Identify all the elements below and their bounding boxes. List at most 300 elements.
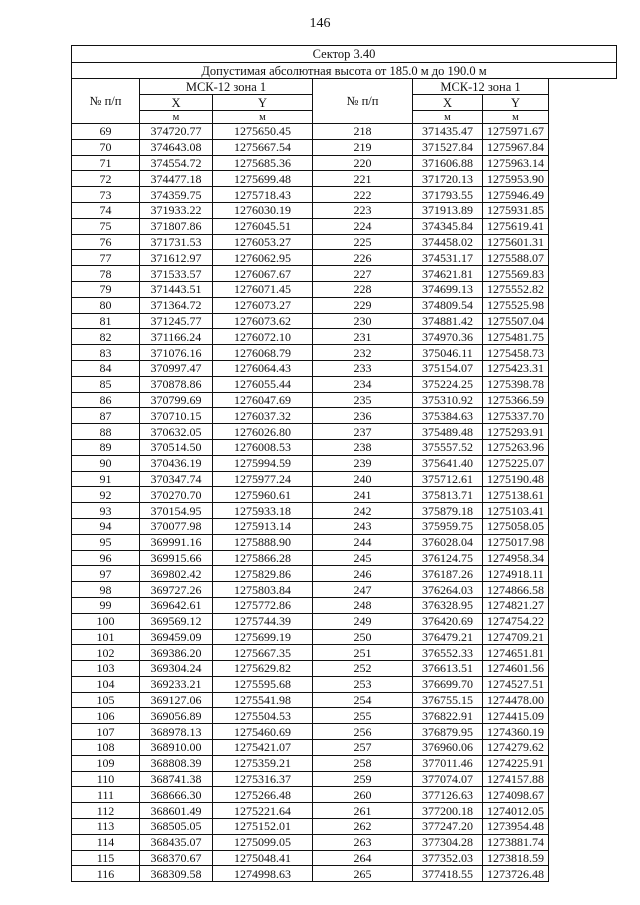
point-number-left: 70 bbox=[72, 139, 140, 155]
coord-x-left: 374359.75 bbox=[140, 187, 213, 203]
coord-y-left: 1276045.51 bbox=[213, 218, 313, 234]
coord-x-right: 371793.55 bbox=[413, 187, 483, 203]
coord-y-left: 1275744.39 bbox=[213, 613, 313, 629]
coord-y-left: 1276030.19 bbox=[213, 202, 313, 218]
coord-y-right: 1273954.48 bbox=[483, 819, 549, 835]
coord-x-right: 376552.33 bbox=[413, 645, 483, 661]
coord-y-right: 1274225.91 bbox=[483, 755, 549, 771]
coord-y-left: 1275266.48 bbox=[213, 787, 313, 803]
point-number-right: 219 bbox=[313, 139, 413, 155]
coord-x-right: 374621.81 bbox=[413, 266, 483, 282]
table-row bbox=[72, 661, 617, 677]
coord-x-left: 369233.21 bbox=[140, 676, 213, 692]
point-number-left: 85 bbox=[72, 376, 140, 392]
coord-y-right: 1275458.73 bbox=[483, 345, 549, 361]
coord-y-left: 1276062.95 bbox=[213, 250, 313, 266]
coord-x-right: 377126.63 bbox=[413, 787, 483, 803]
coord-x-left: 371076.16 bbox=[140, 345, 213, 361]
coord-y-left: 1276008.53 bbox=[213, 439, 313, 455]
table-row bbox=[72, 202, 617, 218]
coord-x-right: 377304.28 bbox=[413, 834, 483, 850]
coord-x-right: 371527.84 bbox=[413, 139, 483, 155]
coord-x-left: 369569.12 bbox=[140, 613, 213, 629]
point-number-right: 252 bbox=[313, 661, 413, 677]
coord-x-right: 375310.92 bbox=[413, 392, 483, 408]
coord-y-right: 1275971.67 bbox=[483, 124, 549, 140]
coord-y-right: 1275225.07 bbox=[483, 455, 549, 471]
table-row bbox=[72, 819, 617, 835]
coord-x-right: 374699.13 bbox=[413, 281, 483, 297]
table-row bbox=[72, 487, 617, 503]
table-row bbox=[72, 755, 617, 771]
point-number-left: 116 bbox=[72, 866, 140, 882]
point-number-right: 244 bbox=[313, 534, 413, 550]
point-number-left: 103 bbox=[72, 661, 140, 677]
point-number-left: 108 bbox=[72, 740, 140, 756]
point-number-left: 93 bbox=[72, 503, 140, 519]
point-number-right: 261 bbox=[313, 803, 413, 819]
coord-x-left: 369802.42 bbox=[140, 566, 213, 582]
point-number-left: 77 bbox=[72, 250, 140, 266]
point-number-right: 240 bbox=[313, 471, 413, 487]
column-header-y-right: Y bbox=[483, 95, 549, 111]
page-number: 146 bbox=[309, 16, 331, 31]
coord-x-right: 375384.63 bbox=[413, 408, 483, 424]
coord-y-right: 1275058.05 bbox=[483, 518, 549, 534]
point-number-right: 257 bbox=[313, 740, 413, 756]
point-number-left: 104 bbox=[72, 676, 140, 692]
column-header-x-left: X bbox=[140, 95, 213, 111]
point-number-right: 265 bbox=[313, 866, 413, 882]
point-number-left: 110 bbox=[72, 771, 140, 787]
coord-y-right: 1274478.00 bbox=[483, 692, 549, 708]
coord-y-left: 1275803.84 bbox=[213, 582, 313, 598]
coord-x-left: 371533.57 bbox=[140, 266, 213, 282]
coord-x-right: 376699.70 bbox=[413, 676, 483, 692]
point-number-left: 109 bbox=[72, 755, 140, 771]
coord-y-right: 1274601.56 bbox=[483, 661, 549, 677]
point-number-right: 253 bbox=[313, 676, 413, 692]
table-row bbox=[72, 424, 617, 440]
point-number-right: 254 bbox=[313, 692, 413, 708]
coord-x-left: 371612.97 bbox=[140, 250, 213, 266]
coord-y-left: 1275595.68 bbox=[213, 676, 313, 692]
point-number-right: 229 bbox=[313, 297, 413, 313]
coord-y-left: 1276055.44 bbox=[213, 376, 313, 392]
point-number-left: 101 bbox=[72, 629, 140, 645]
coord-x-left: 369915.66 bbox=[140, 550, 213, 566]
coord-x-right: 374345.84 bbox=[413, 218, 483, 234]
coord-x-right: 375224.25 bbox=[413, 376, 483, 392]
point-number-left: 86 bbox=[72, 392, 140, 408]
sector-title: Сектор 3.40 bbox=[72, 46, 617, 63]
coord-y-left: 1274998.63 bbox=[213, 866, 313, 882]
coord-y-right: 1275507.04 bbox=[483, 313, 549, 329]
table-row bbox=[72, 692, 617, 708]
point-number-right: 251 bbox=[313, 645, 413, 661]
table-row bbox=[72, 676, 617, 692]
table-row bbox=[72, 376, 617, 392]
point-number-right: 249 bbox=[313, 613, 413, 629]
point-number-right: 238 bbox=[313, 439, 413, 455]
point-number-right: 224 bbox=[313, 218, 413, 234]
point-number-left: 105 bbox=[72, 692, 140, 708]
point-number-left: 94 bbox=[72, 518, 140, 534]
coord-x-left: 371731.53 bbox=[140, 234, 213, 250]
coord-y-left: 1275667.35 bbox=[213, 645, 313, 661]
coord-y-left: 1275913.14 bbox=[213, 518, 313, 534]
coord-y-left: 1276037.32 bbox=[213, 408, 313, 424]
table-row bbox=[72, 629, 617, 645]
point-number-left: 112 bbox=[72, 803, 140, 819]
point-number-left: 72 bbox=[72, 171, 140, 187]
coord-x-right: 371913.89 bbox=[413, 202, 483, 218]
coord-y-right: 1274157.88 bbox=[483, 771, 549, 787]
table-row bbox=[72, 139, 617, 155]
coord-y-right: 1273818.59 bbox=[483, 850, 549, 866]
table-row bbox=[72, 740, 617, 756]
coord-x-right: 375959.75 bbox=[413, 518, 483, 534]
coord-y-right: 1274918.11 bbox=[483, 566, 549, 582]
table-row bbox=[72, 250, 617, 266]
coord-y-left: 1276053.27 bbox=[213, 234, 313, 250]
point-number-right: 227 bbox=[313, 266, 413, 282]
coord-x-left: 368978.13 bbox=[140, 724, 213, 740]
point-number-left: 98 bbox=[72, 582, 140, 598]
point-number-left: 90 bbox=[72, 455, 140, 471]
point-number-left: 96 bbox=[72, 550, 140, 566]
coord-y-left: 1276073.62 bbox=[213, 313, 313, 329]
coord-y-right: 1275569.83 bbox=[483, 266, 549, 282]
coord-x-left: 369056.89 bbox=[140, 708, 213, 724]
point-number-right: 247 bbox=[313, 582, 413, 598]
coord-y-right: 1275481.75 bbox=[483, 329, 549, 345]
column-header-x-right: X bbox=[413, 95, 483, 111]
coord-x-right: 375557.52 bbox=[413, 439, 483, 455]
coord-x-left: 370514.50 bbox=[140, 439, 213, 455]
point-number-right: 239 bbox=[313, 455, 413, 471]
point-number-right: 241 bbox=[313, 487, 413, 503]
coord-y-left: 1275718.43 bbox=[213, 187, 313, 203]
coord-x-right: 371435.47 bbox=[413, 124, 483, 140]
table-row bbox=[72, 866, 617, 882]
coord-y-right: 1274709.21 bbox=[483, 629, 549, 645]
coord-x-left: 371807.86 bbox=[140, 218, 213, 234]
coord-y-left: 1275977.24 bbox=[213, 471, 313, 487]
coord-y-left: 1275421.07 bbox=[213, 740, 313, 756]
coord-x-left: 371443.51 bbox=[140, 281, 213, 297]
coord-y-right: 1274958.34 bbox=[483, 550, 549, 566]
coord-x-left: 368370.67 bbox=[140, 850, 213, 866]
coord-y-left: 1276071.45 bbox=[213, 281, 313, 297]
coord-x-right: 375641.40 bbox=[413, 455, 483, 471]
point-number-right: 259 bbox=[313, 771, 413, 787]
coord-y-left: 1275667.54 bbox=[213, 139, 313, 155]
coord-y-left: 1276047.69 bbox=[213, 392, 313, 408]
point-number-left: 82 bbox=[72, 329, 140, 345]
point-number-right: 243 bbox=[313, 518, 413, 534]
coord-x-left: 368808.39 bbox=[140, 755, 213, 771]
coord-x-left: 370632.05 bbox=[140, 424, 213, 440]
point-number-right: 220 bbox=[313, 155, 413, 171]
coord-x-left: 368741.38 bbox=[140, 771, 213, 787]
point-number-left: 106 bbox=[72, 708, 140, 724]
table-row bbox=[72, 360, 617, 376]
coord-x-left: 369127.06 bbox=[140, 692, 213, 708]
table-row bbox=[72, 771, 617, 787]
point-number-left: 84 bbox=[72, 360, 140, 376]
coord-x-left: 369642.61 bbox=[140, 597, 213, 613]
coord-y-right: 1274754.22 bbox=[483, 613, 549, 629]
coord-y-left: 1275866.28 bbox=[213, 550, 313, 566]
point-number-left: 99 bbox=[72, 597, 140, 613]
coord-y-right: 1274866.58 bbox=[483, 582, 549, 598]
table-row bbox=[72, 645, 617, 661]
coord-x-right: 376879.95 bbox=[413, 724, 483, 740]
point-number-right: 260 bbox=[313, 787, 413, 803]
point-number-left: 69 bbox=[72, 124, 140, 140]
coord-y-right: 1274360.19 bbox=[483, 724, 549, 740]
coord-y-left: 1276026.80 bbox=[213, 424, 313, 440]
point-number-right: 246 bbox=[313, 566, 413, 582]
point-number-left: 100 bbox=[72, 613, 140, 629]
table-row bbox=[72, 834, 617, 850]
point-number-left: 87 bbox=[72, 408, 140, 424]
coord-x-right: 375489.48 bbox=[413, 424, 483, 440]
coord-y-right: 1275946.49 bbox=[483, 187, 549, 203]
point-number-right: 235 bbox=[313, 392, 413, 408]
coord-x-left: 374720.77 bbox=[140, 124, 213, 140]
coord-y-right: 1275931.85 bbox=[483, 202, 549, 218]
coord-x-left: 369991.16 bbox=[140, 534, 213, 550]
coord-x-left: 374643.08 bbox=[140, 139, 213, 155]
coord-y-left: 1276073.27 bbox=[213, 297, 313, 313]
coord-x-left: 371364.72 bbox=[140, 297, 213, 313]
point-number-right: 248 bbox=[313, 597, 413, 613]
point-number-left: 83 bbox=[72, 345, 140, 361]
coord-x-right: 375879.18 bbox=[413, 503, 483, 519]
coord-y-right: 1275423.31 bbox=[483, 360, 549, 376]
coord-x-left: 368601.49 bbox=[140, 803, 213, 819]
coord-x-right: 371606.88 bbox=[413, 155, 483, 171]
coord-y-right: 1273881.74 bbox=[483, 834, 549, 850]
zone-header-right: МСК-12 зона 1 bbox=[413, 79, 549, 95]
point-number-right: 242 bbox=[313, 503, 413, 519]
table-row bbox=[72, 566, 617, 582]
table-row bbox=[72, 345, 617, 361]
point-number-left: 97 bbox=[72, 566, 140, 582]
point-number-right: 234 bbox=[313, 376, 413, 392]
coord-x-left: 368505.05 bbox=[140, 819, 213, 835]
coord-x-left: 368910.00 bbox=[140, 740, 213, 756]
coord-y-left: 1275699.48 bbox=[213, 171, 313, 187]
table-row bbox=[72, 471, 617, 487]
coord-x-right: 377418.55 bbox=[413, 866, 483, 882]
table-body bbox=[72, 124, 617, 882]
coord-y-left: 1275829.86 bbox=[213, 566, 313, 582]
table-row bbox=[72, 297, 617, 313]
point-number-right: 264 bbox=[313, 850, 413, 866]
point-number-right: 221 bbox=[313, 171, 413, 187]
coord-x-left: 369386.20 bbox=[140, 645, 213, 661]
coord-y-left: 1276068.79 bbox=[213, 345, 313, 361]
point-number-left: 114 bbox=[72, 834, 140, 850]
point-number-right: 218 bbox=[313, 124, 413, 140]
point-number-left: 102 bbox=[72, 645, 140, 661]
point-number-right: 263 bbox=[313, 834, 413, 850]
point-number-right: 222 bbox=[313, 187, 413, 203]
coord-y-right: 1275337.70 bbox=[483, 408, 549, 424]
coord-y-left: 1275772.86 bbox=[213, 597, 313, 613]
coord-x-right: 377200.18 bbox=[413, 803, 483, 819]
coord-y-left: 1275541.98 bbox=[213, 692, 313, 708]
table-row bbox=[72, 503, 617, 519]
point-number-left: 78 bbox=[72, 266, 140, 282]
table-row bbox=[72, 597, 617, 613]
coord-y-right: 1275525.98 bbox=[483, 297, 549, 313]
coord-y-right: 1275967.84 bbox=[483, 139, 549, 155]
coord-x-left: 374477.18 bbox=[140, 171, 213, 187]
point-number-right: 237 bbox=[313, 424, 413, 440]
coord-x-left: 369459.09 bbox=[140, 629, 213, 645]
table-row bbox=[72, 171, 617, 187]
table-row bbox=[72, 155, 617, 171]
coord-x-left: 370347.74 bbox=[140, 471, 213, 487]
point-number-left: 92 bbox=[72, 487, 140, 503]
table-row bbox=[72, 550, 617, 566]
point-number-right: 236 bbox=[313, 408, 413, 424]
height-title: Допустимая абсолютная высота от 185.0 м до 190.0 м bbox=[72, 63, 617, 79]
point-number-right: 230 bbox=[313, 313, 413, 329]
coord-x-right: 376328.95 bbox=[413, 597, 483, 613]
coord-x-left: 369727.26 bbox=[140, 582, 213, 598]
coord-x-left: 371933.22 bbox=[140, 202, 213, 218]
point-number-left: 113 bbox=[72, 819, 140, 835]
coord-x-left: 369304.24 bbox=[140, 661, 213, 677]
point-number-right: 223 bbox=[313, 202, 413, 218]
column-header-number-right: № п/п bbox=[313, 79, 413, 124]
point-number-left: 73 bbox=[72, 187, 140, 203]
table-row bbox=[72, 313, 617, 329]
point-number-left: 91 bbox=[72, 471, 140, 487]
point-number-right: 245 bbox=[313, 550, 413, 566]
coord-y-left: 1275099.05 bbox=[213, 834, 313, 850]
point-number-right: 225 bbox=[313, 234, 413, 250]
coord-y-right: 1274651.81 bbox=[483, 645, 549, 661]
unit-y-right: м bbox=[483, 111, 549, 124]
coord-y-right: 1275398.78 bbox=[483, 376, 549, 392]
coord-x-right: 375154.07 bbox=[413, 360, 483, 376]
coord-y-right: 1274098.67 bbox=[483, 787, 549, 803]
coord-x-right: 376264.03 bbox=[413, 582, 483, 598]
table-row bbox=[72, 582, 617, 598]
coord-y-right: 1275588.07 bbox=[483, 250, 549, 266]
coord-y-right: 1275366.59 bbox=[483, 392, 549, 408]
coord-x-left: 370077.98 bbox=[140, 518, 213, 534]
coord-y-left: 1275221.64 bbox=[213, 803, 313, 819]
coord-y-right: 1274527.51 bbox=[483, 676, 549, 692]
coord-y-left: 1275994.59 bbox=[213, 455, 313, 471]
zone-header-left: МСК-12 зона 1 bbox=[140, 79, 313, 95]
point-number-left: 111 bbox=[72, 787, 140, 803]
point-number-right: 233 bbox=[313, 360, 413, 376]
coord-y-right: 1275293.91 bbox=[483, 424, 549, 440]
coord-y-left: 1275685.36 bbox=[213, 155, 313, 171]
point-number-left: 71 bbox=[72, 155, 140, 171]
coord-y-left: 1275359.21 bbox=[213, 755, 313, 771]
point-number-right: 231 bbox=[313, 329, 413, 345]
table-row bbox=[72, 234, 617, 250]
point-number-left: 88 bbox=[72, 424, 140, 440]
coord-x-right: 376479.21 bbox=[413, 629, 483, 645]
point-number-right: 258 bbox=[313, 755, 413, 771]
table-row bbox=[72, 534, 617, 550]
coord-y-right: 1275552.82 bbox=[483, 281, 549, 297]
coord-y-right: 1275190.48 bbox=[483, 471, 549, 487]
point-number-right: 256 bbox=[313, 724, 413, 740]
coord-x-left: 370710.15 bbox=[140, 408, 213, 424]
point-number-left: 80 bbox=[72, 297, 140, 313]
coord-y-right: 1275619.41 bbox=[483, 218, 549, 234]
coord-y-right: 1273726.48 bbox=[483, 866, 549, 882]
coord-y-right: 1275263.96 bbox=[483, 439, 549, 455]
point-number-left: 76 bbox=[72, 234, 140, 250]
table-row bbox=[72, 187, 617, 203]
coord-x-right: 374458.02 bbox=[413, 234, 483, 250]
point-number-left: 75 bbox=[72, 218, 140, 234]
coord-x-left: 370997.47 bbox=[140, 360, 213, 376]
coord-x-right: 376822.91 bbox=[413, 708, 483, 724]
table-row bbox=[72, 218, 617, 234]
coord-x-right: 375813.71 bbox=[413, 487, 483, 503]
coord-y-left: 1275048.41 bbox=[213, 850, 313, 866]
coord-x-left: 371245.77 bbox=[140, 313, 213, 329]
point-number-left: 79 bbox=[72, 281, 140, 297]
coord-y-right: 1274012.05 bbox=[483, 803, 549, 819]
point-number-right: 262 bbox=[313, 819, 413, 835]
coord-y-left: 1275460.69 bbox=[213, 724, 313, 740]
coord-x-right: 374531.17 bbox=[413, 250, 483, 266]
coord-x-right: 377247.20 bbox=[413, 819, 483, 835]
coord-y-right: 1275138.61 bbox=[483, 487, 549, 503]
table-row bbox=[72, 439, 617, 455]
point-number-right: 232 bbox=[313, 345, 413, 361]
coord-x-left: 368309.58 bbox=[140, 866, 213, 882]
table-row bbox=[72, 613, 617, 629]
unit-x-left: м bbox=[140, 111, 213, 124]
table-row bbox=[72, 803, 617, 819]
coord-x-right: 371720.13 bbox=[413, 171, 483, 187]
coord-x-right: 374809.54 bbox=[413, 297, 483, 313]
coord-x-right: 376420.69 bbox=[413, 613, 483, 629]
coord-y-left: 1275152.01 bbox=[213, 819, 313, 835]
table-row bbox=[72, 124, 617, 140]
table-row bbox=[72, 281, 617, 297]
coord-x-right: 377074.07 bbox=[413, 771, 483, 787]
table-row bbox=[72, 724, 617, 740]
point-number-left: 115 bbox=[72, 850, 140, 866]
coord-x-right: 374970.36 bbox=[413, 329, 483, 345]
point-number-left: 107 bbox=[72, 724, 140, 740]
point-number-right: 228 bbox=[313, 281, 413, 297]
coord-y-left: 1275699.19 bbox=[213, 629, 313, 645]
coord-x-left: 370878.86 bbox=[140, 376, 213, 392]
coord-y-left: 1276067.67 bbox=[213, 266, 313, 282]
coord-x-right: 377011.46 bbox=[413, 755, 483, 771]
coord-x-left: 374554.72 bbox=[140, 155, 213, 171]
coord-y-right: 1275017.98 bbox=[483, 534, 549, 550]
column-header-number-left: № п/п bbox=[72, 79, 140, 124]
